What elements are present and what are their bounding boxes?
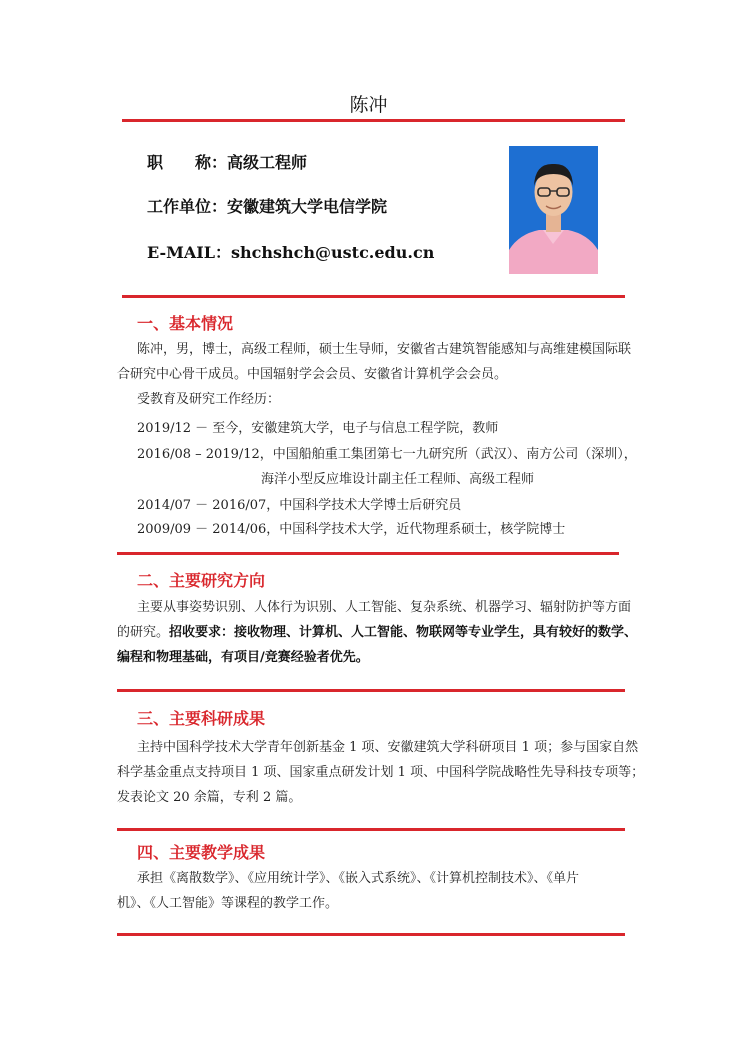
job-title-label: 职 称： (147, 153, 228, 172)
email-label: E-MAIL： (147, 243, 231, 262)
history-desc: 中国科学技术大学，近代物理系硕士，核学院博士 (279, 522, 566, 537)
achievements-line: 科学基金重点支持项目 1 项、国家重点研发计划 1 项、中国科学院战略性先导科技专项等； (117, 765, 645, 780)
section-divider (117, 828, 625, 831)
section-research-body (117, 595, 638, 670)
section-divider (117, 552, 619, 555)
history-item (137, 494, 461, 513)
achievements-line: 发表论文 20 余篇，专利 2 篇。 (117, 790, 302, 805)
admission-requirement: 招收要求：接收物理、计算机、人工智能、物联网等专业学生，具有较好的数学、 (169, 625, 638, 640)
page-title: 陈冲 (349, 94, 388, 116)
history-item (137, 518, 565, 537)
history-desc-continued: 海洋小型反应堆设计副主任工程师、高级工程师 (261, 472, 535, 487)
research-line (117, 645, 625, 670)
email-line (147, 240, 434, 263)
history-desc: 中国船舶重工集团第七一九研究所（武汉）、南方公司（深圳）， (272, 447, 637, 462)
history-intro: 受教育及研究工作经历： (137, 392, 281, 407)
bottom-divider (117, 933, 625, 936)
section-basic-body (117, 337, 632, 412)
work-unit-label: 工作单位： (147, 197, 228, 216)
job-title-line (147, 150, 307, 173)
section-divider (117, 689, 625, 692)
history-item (137, 417, 498, 436)
admission-requirement: 编程和物理基础，有项目/竞赛经验者优先。 (117, 650, 369, 665)
header-divider (122, 295, 625, 298)
work-unit-line (147, 194, 387, 217)
history-period: 2009/09 － 2014/06， (137, 522, 280, 537)
history-period: 2014/07 － 2016/07， (137, 498, 280, 513)
basic-para-line: 合研究中心骨干成员。中国辐射学会会员、安徽省计算机学会会员。 (117, 367, 508, 382)
research-line: 的研究。招收要求：接收物理、计算机、人工智能、物联网等专业学生，具有较好的数学、 (117, 625, 638, 640)
section-teaching-title: 四、主要教学成果 (137, 843, 266, 862)
job-title-value: 高级工程师 (227, 153, 308, 172)
history-period: 2019/12 － 至今， (137, 421, 252, 436)
teaching-line: 承担《离散数学》、《应用统计学》、《嵌入式系统》、《计算机控制技术》、《单片 (137, 871, 580, 886)
history-period: 2016/08 – 2019/12， (137, 447, 273, 462)
section-basic-title: 一、基本情况 (137, 314, 234, 333)
email-value: shchshch@ustc.edu.cn (231, 243, 435, 262)
section-achievements-body (117, 735, 645, 810)
history-item (137, 443, 637, 462)
basic-para-line: 陈冲，男，博士，高级工程师，硕士生导师，安徽省古建筑智能感知与高维建模国际联 (137, 342, 632, 357)
achievements-line: 主持中国科学技术大学青年创新基金 1 项、安徽建筑大学科研项目 1 项；参与国家自然 (137, 740, 639, 755)
section-research-title: 二、主要研究方向 (137, 571, 266, 590)
portrait-illustration (509, 146, 598, 274)
history-desc: 中国科学技术大学博士后研究员 (279, 498, 462, 513)
research-line: 主要从事姿势识别、人体行为识别、人工智能、复杂系统、机器学习、辐射防护等方面 (137, 600, 632, 615)
portrait-photo (509, 146, 598, 274)
section-teaching-body (117, 866, 625, 916)
section-achievements-title: 三、主要科研成果 (137, 709, 266, 728)
title-divider (122, 119, 625, 122)
teaching-line: 机》、《人工智能》等课程的教学工作。 (117, 896, 339, 911)
history-desc: 安徽建筑大学，电子与信息工程学院，教师 (251, 421, 499, 436)
work-unit-value: 安徽建筑大学电信学院 (227, 197, 388, 216)
